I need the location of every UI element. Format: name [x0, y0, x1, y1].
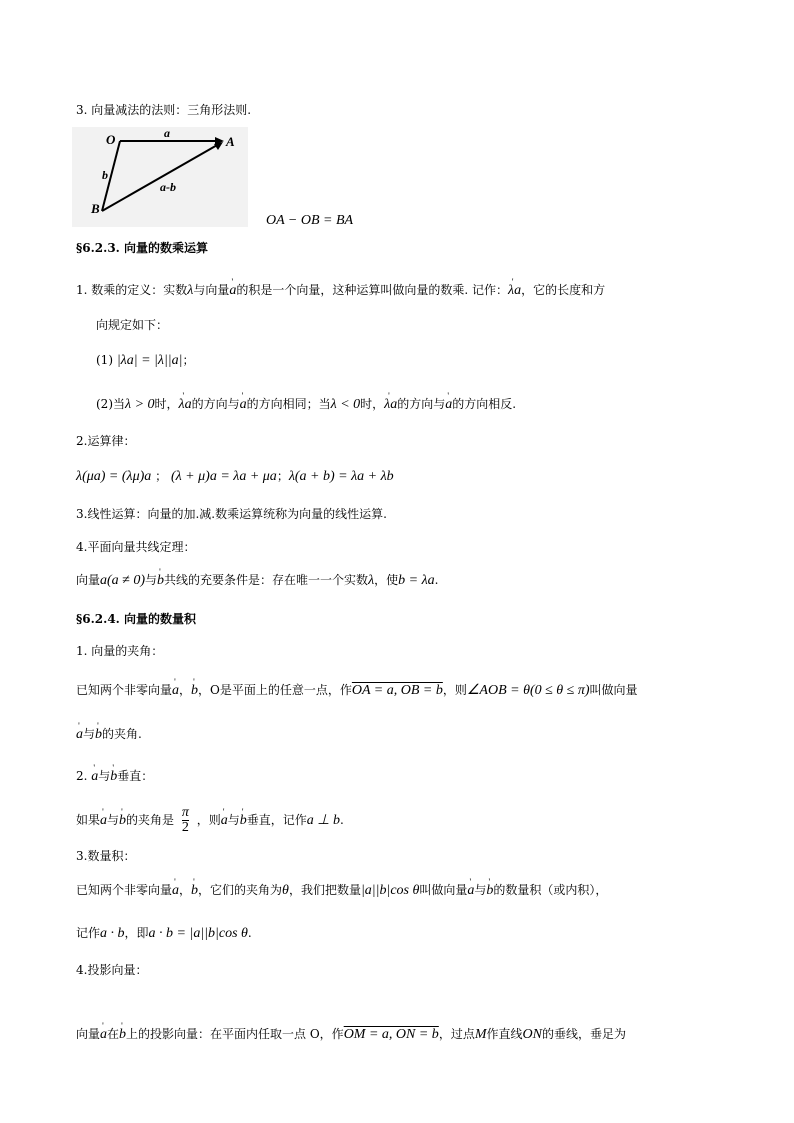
condition-2: (2)当λ > 0时，' λa的方向与' a的方向相同；当λ < 0时，' λa的方向与' a的方向相反. — [96, 396, 516, 413]
laws-formulas: λ(μa) = (λμ)a ； (λ + μ)a = λa + μa；λ(a + b) = λa + λb — [76, 469, 394, 484]
label-O: O — [106, 132, 116, 147]
label-a-minus-b: a-b — [160, 180, 176, 194]
def-line-2: 向规定如下： — [96, 318, 169, 332]
condition-1: (1) |λa| = |λ||a|； — [96, 353, 195, 368]
heading-6-2-3: §6.2.3. 向量的数乘运算 — [76, 241, 209, 255]
dot-def-line-2: 记作a · b，即a · b = |a||b|cos θ. — [76, 926, 252, 941]
triangle-rule-figure — [72, 127, 248, 227]
proj-def: 向量' a在' b上的投影向量：在平面内任取一点 O，作OM = a, ON = b，过点M作直线ON的垂线，垂足为 — [76, 1026, 626, 1043]
triangle-diagram — [72, 127, 248, 227]
collinear-title: 4.平面向量共线定理： — [76, 540, 196, 554]
perp-def: 如果' a与' b的夹角是 $\frac{\pi}{2}$ ，则' a与' b垂直，记作a ⊥ b. — [76, 806, 344, 835]
angle-def-line-1: 已知两个非零向量' a，' b，O是平面上的任意一点，作OA = a, OB = b，则∠AOB = θ(0 ≤ θ ≤ π)叫做向量 — [76, 682, 638, 699]
label-A: A — [226, 134, 235, 149]
def-line-1: 1. 数乘的定义：实数λ与向量' a的积是一个向量，这种运算叫做向量的数乘. 记作：' λa，它的长度和方 — [76, 282, 605, 299]
angle-def-line-2: ' a与' b的夹角. — [76, 726, 142, 743]
collinear-theorem: 向量a(a ≠ 0)与' b共线的充要条件是：存在唯一一个实数λ，使b = λa. — [76, 572, 439, 589]
laws-title: 2.运算律： — [76, 434, 136, 448]
subtraction-formula: OA − OB = BA — [266, 213, 354, 228]
proj-title: 4.投影向量： — [76, 963, 148, 977]
dot-title: 3.数量积： — [76, 849, 136, 863]
section-3-title: 3. 向量减法的法则：三角形法则. — [76, 103, 252, 117]
perp-title: 2. ' a与' b垂直： — [76, 768, 153, 785]
pi-over-2-fraction: $\frac{\pi}{2}$ — [181, 805, 189, 835]
label-b: b — [102, 168, 108, 182]
label-a: a — [164, 127, 170, 140]
heading-6-2-4: §6.2.4. 向量的数量积 — [76, 612, 197, 626]
linear-ops: 3.线性运算：向量的加.减.数乘运算统称为向量的线性运算. — [76, 507, 387, 521]
angle-title: 1. 向量的夹角： — [76, 644, 164, 658]
label-B: B — [91, 201, 100, 216]
dot-def-line-1: 已知两个非零向量' a，' b，它们的夹角为θ，我们把数量|a||b|cos θ叫做向量' a与' b的数量积（或内积）， — [76, 882, 607, 899]
